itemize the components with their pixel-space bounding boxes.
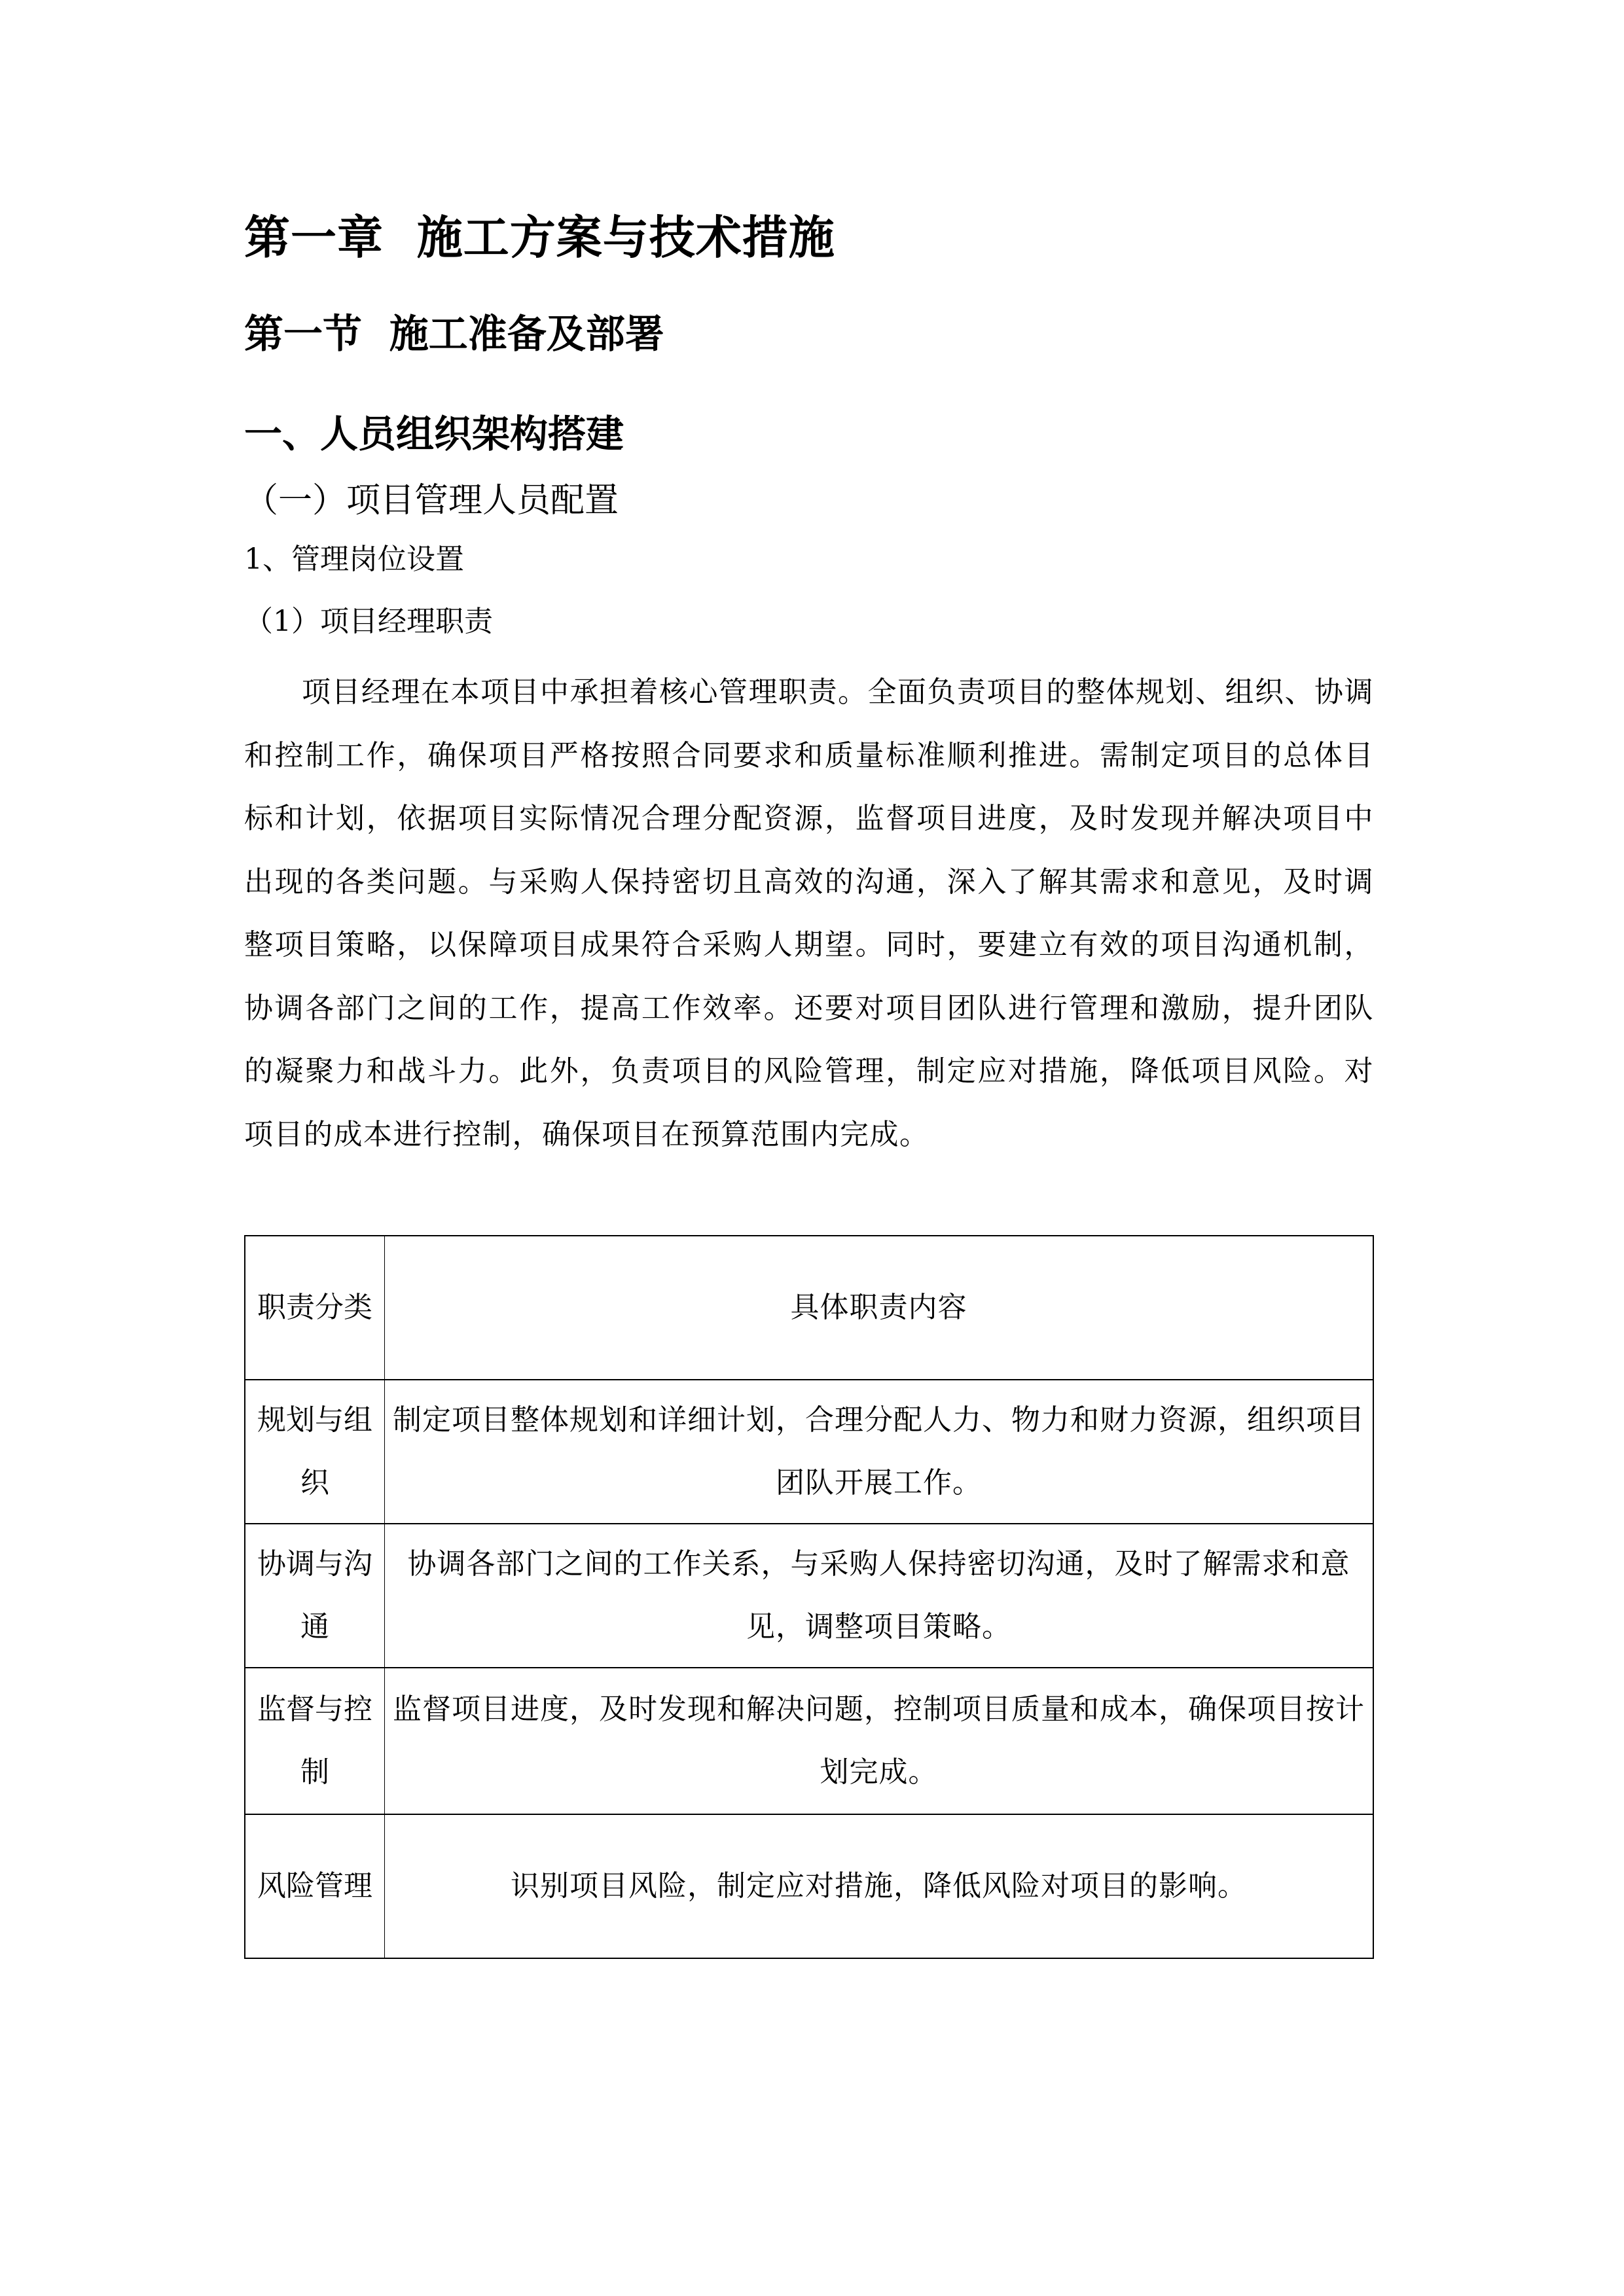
subsubsection-title: （一）项目管理人员配置 <box>244 481 619 520</box>
body-paragraph: 项目经理在本项目中承担着核心管理职责。全面负责项目的整体规划、组织、协调和控制工作，确保项目严格按照合同要求和质量标准顺利推进。需制定项目的总体目标和计划，依据项目实际情况合理分配资源，监督项目进度，及时发现并解决项目中出现的各类问题。与采购人保持密切且高效的沟通，深入了解其需求和意见，及时调整项目策略，以保障项目成果符合采购人期望。同时，要建立有效的项目沟通机制，协调各部门之间的工作，提高工作效率。还要对项目团队进行管理和激励，提升团队的凝聚力和战斗力。此外，负责项目的风险管理，制定应对措施，降低项目风险。对项目的成本进行控制，确保项目在预算范围内完成。 <box>244 675 1374 1151</box>
table-header-row <box>245 1236 1373 1380</box>
table-cell-category: 规划与组织 <box>245 1380 385 1524</box>
table-header-content: 具体职责内容 <box>385 1236 1374 1380</box>
table-cell-content: 识别项目风险，制定应对措施，降低风险对项目的影响。 <box>385 1814 1374 1958</box>
table-cell-category: 监督与控制 <box>245 1668 385 1814</box>
table-cell-category: 风险管理 <box>245 1814 385 1958</box>
table-cell-category: 协调与沟通 <box>245 1524 385 1668</box>
subitem-title: （1）项目经理职责 <box>244 605 493 638</box>
table-row <box>245 1668 1373 1814</box>
table-row <box>245 1524 1373 1668</box>
section-title: 第一节 施工准备及部署 <box>244 312 664 357</box>
subsection-title: 一、人员组织架构搭建 <box>244 412 624 456</box>
item-title: 1、管理岗位设置 <box>244 543 464 576</box>
table-cell-content: 协调各部门之间的工作关系，与采购人保持密切沟通，及时了解需求和意见，调整项目策略。 <box>385 1524 1374 1668</box>
table-cell-content: 制定项目整体规划和详细计划，合理分配人力、物力和财力资源，组织项目团队开展工作。 <box>385 1380 1374 1524</box>
chapter-title: 第一章 施工方案与技术措施 <box>244 211 835 264</box>
table-row <box>245 1814 1373 1958</box>
duty-table <box>244 1235 1374 1959</box>
table-header-category: 职责分类 <box>245 1236 385 1380</box>
table-cell-content: 监督项目进度，及时发现和解决问题，控制项目质量和成本，确保项目按计划完成。 <box>385 1668 1374 1814</box>
table-row <box>245 1380 1373 1524</box>
